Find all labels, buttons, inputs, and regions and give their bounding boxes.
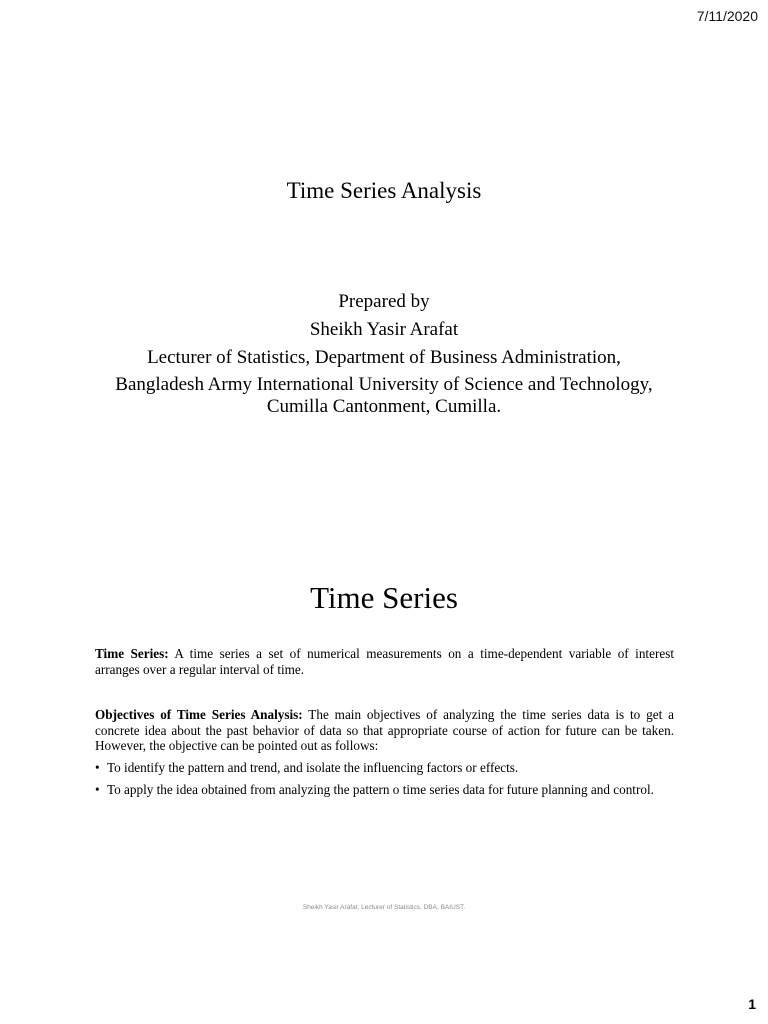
definition-text: A time series a set of numerical measurements on a time-dependent variable of interest arranges over a regular interval of time. [95,646,674,677]
definition-label: Time Series: [95,646,169,661]
list-item [95,782,674,798]
objectives-text: The main objectives of analyzing the time series data is to get a concrete idea about the past behavior of data so that appropriate course of action for future can be taken. However, the objective can be pointed out as follows: [95,707,675,753]
bullet-icon: • [95,781,100,797]
slide-footer: Sheikh Yasir Arafat, Lecturer of Statistics, DBA, BAIUST. [302,904,466,911]
slide2-title: Time Series [310,580,458,615]
slide1-title: Time Series Analysis [286,178,482,203]
bullet-text: To apply the idea obtained from analyzing the pattern o time series data for future planning and control. [107,781,654,797]
definition-paragraph [95,646,674,677]
affiliation-line-1: Bangladesh Army International University of Science and Technology, [115,374,653,395]
author-position: Lecturer of Statistics, Department of Business Administration, [147,347,621,368]
affiliation-line-2: Cumilla Cantonment, Cumilla. [266,396,502,417]
bullet-icon: • [95,760,100,775]
print-date: 7/11/2020 [696,8,758,24]
list-item [95,760,674,776]
objectives-paragraph [95,707,674,754]
objectives-list [95,760,674,803]
objectives-label: Objectives of Time Series Analysis: [95,707,303,722]
bullet-text: To identify the pattern and trend, and isolate the influencing factors or effects. [107,760,519,775]
page-number: 1 [748,996,756,1012]
author-name: Sheikh Yasir Arafat [309,319,459,340]
prepared-by-label: Prepared by [338,291,430,312]
author-block [60,288,708,418]
